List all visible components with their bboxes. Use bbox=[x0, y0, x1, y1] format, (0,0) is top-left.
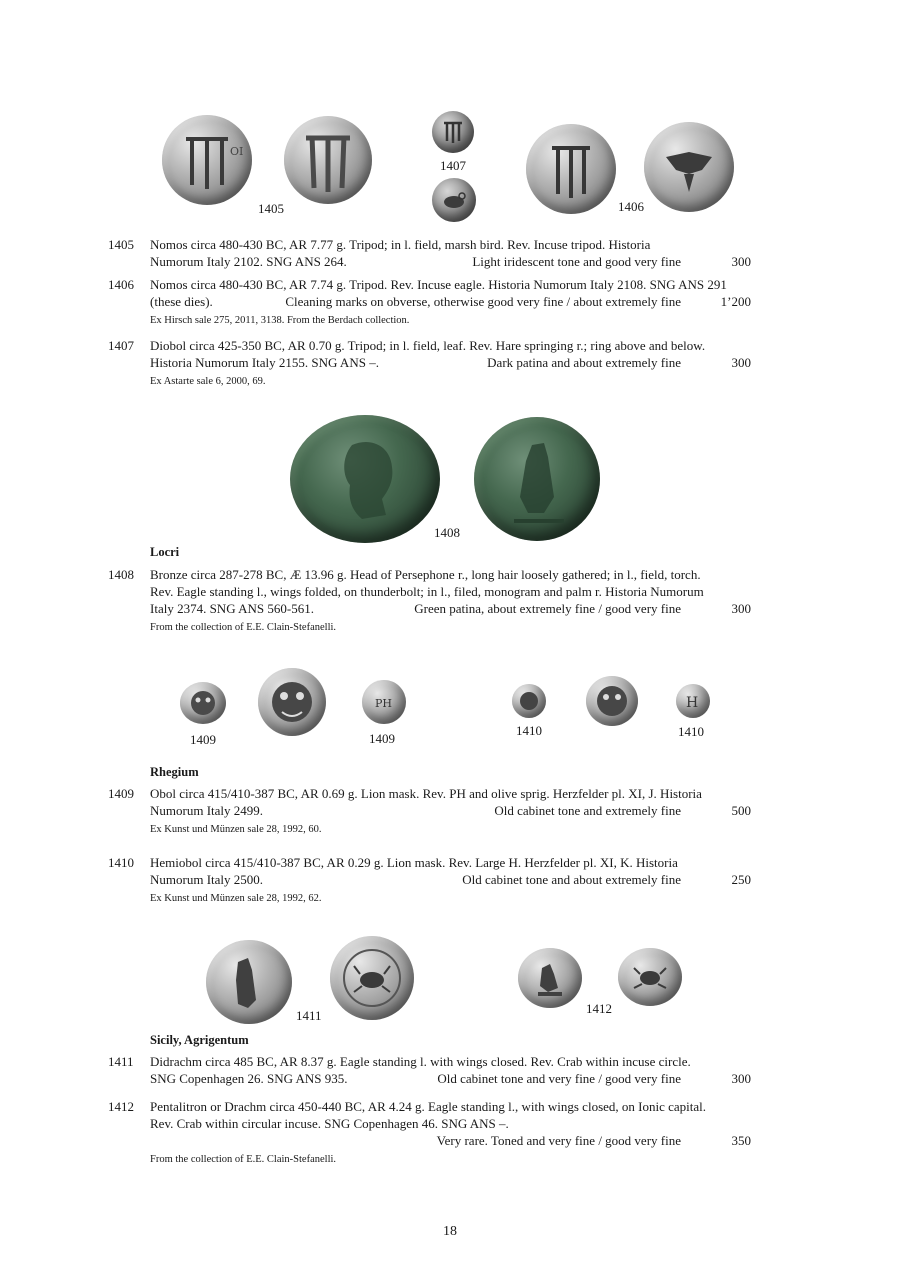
svg-text:H: H bbox=[686, 695, 699, 711]
section-heading-rhegium: Rhegium bbox=[150, 765, 199, 779]
lot-grade: Old cabinet tone and very fine / good very fine bbox=[437, 1071, 681, 1086]
lot-price: 300 bbox=[731, 601, 751, 616]
coin-1405-reverse bbox=[284, 116, 372, 204]
figure-number-1411: 1411 bbox=[296, 1008, 322, 1023]
lot-price: 300 bbox=[731, 355, 751, 370]
lot-description: (these dies). bbox=[150, 294, 213, 309]
lot-price: 300 bbox=[731, 254, 751, 269]
lot-price: 300 bbox=[731, 1071, 751, 1086]
coin-1406-reverse bbox=[644, 122, 734, 212]
lot-price: 350 bbox=[731, 1133, 751, 1148]
coin-1411-reverse bbox=[330, 936, 414, 1020]
figure-number-1410: 1410 bbox=[516, 723, 542, 738]
lot-description: Rev. Eagle standing l., wings folded, on thunderbolt; in l., filed, monogram and palm r. Historia Numorum bbox=[150, 584, 704, 599]
lot-number: 1405 bbox=[108, 237, 134, 252]
lot-grade: Light iridescent tone and good very fine bbox=[472, 254, 681, 269]
lot-provenance: Ex Kunst und Münzen sale 28, 1992, 60. bbox=[150, 824, 322, 835]
lot-number: 1407 bbox=[108, 338, 134, 353]
coin-1410-obverse bbox=[512, 684, 546, 718]
section-heading-locri: Locri bbox=[150, 545, 180, 559]
lot-description: Nomos circa 480-430 BC, AR 7.74 g. Tripod. Rev. Incuse eagle. Historia Numorum Italy 2108. SNG ANS 291 bbox=[150, 277, 727, 292]
lot-grade: Old cabinet tone and about extremely fine bbox=[462, 872, 681, 887]
lot-grade: Cleaning marks on obverse, otherwise good very fine / about extremely fine bbox=[285, 294, 681, 309]
lot-description: Italy 2374. SNG ANS 560-561. bbox=[150, 601, 314, 616]
coin-1411-obverse bbox=[206, 940, 292, 1024]
figure-number-1407: 1407 bbox=[440, 158, 466, 173]
lot-description: Numorum Italy 2499. bbox=[150, 803, 264, 818]
lot-provenance: From the collection of E.E. Clain-Stefanelli. bbox=[150, 1154, 337, 1165]
lot-description: Numorum Italy 2500. bbox=[150, 872, 264, 887]
coin-1409-obverse bbox=[180, 682, 226, 724]
lot-description: Rev. Crab within circular incuse. SNG Copenhagen 46. SNG ANS –. bbox=[150, 1116, 509, 1131]
coin-1412-reverse bbox=[618, 948, 682, 1006]
svg-text:PH: PH bbox=[375, 697, 392, 710]
lot-grade: Green patina, about extremely fine / good very fine bbox=[414, 601, 681, 616]
figure-number-1412: 1412 bbox=[586, 1001, 612, 1016]
figure-number-1410: 1410 bbox=[678, 724, 704, 739]
lot-description: Pentalitron or Drachm circa 450-440 BC, AR 4.24 g. Eagle standing l., with wings closed, on Ionic capital. bbox=[150, 1099, 707, 1114]
figure-number-1409: 1409 bbox=[190, 732, 216, 747]
coin-1405-obverse bbox=[162, 115, 252, 205]
coin-1408-reverse bbox=[474, 417, 600, 541]
lot-provenance: From the collection of E.E. Clain-Stefanelli. bbox=[150, 622, 337, 633]
lot-number: 1409 bbox=[108, 786, 134, 801]
lot-provenance: Ex Hirsch sale 275, 2011, 3138. From the Berdach collection. bbox=[150, 315, 410, 326]
figure-number-1408: 1408 bbox=[434, 525, 460, 540]
lot-description: Nomos circa 480-430 BC, AR 7.77 g. Tripod; in l. field, marsh bird. Rev. Incuse tripod. Historia bbox=[150, 237, 651, 252]
lot-number: 1410 bbox=[108, 855, 134, 870]
lot-provenance: Ex Kunst und Münzen sale 28, 1992, 62. bbox=[150, 893, 322, 904]
lot-description: Didrachm circa 485 BC, AR 8.37 g. Eagle standing l. with wings closed. Rev. Crab within incuse circle. bbox=[150, 1054, 691, 1069]
coin-1406-obverse bbox=[526, 124, 616, 214]
lot-price: 500 bbox=[731, 803, 751, 818]
lot-provenance: Ex Astarte sale 6, 2000, 69. bbox=[150, 376, 266, 387]
page-number: 18 bbox=[443, 1224, 457, 1239]
coin-1409-obverse-enlarged bbox=[258, 668, 326, 736]
lot-description: Obol circa 415/410-387 BC, AR 0.69 g. Lion mask. Rev. PH and olive sprig. Herzfelder pl. XI, J. Historia bbox=[150, 786, 702, 801]
lot-number: 1406 bbox=[108, 277, 134, 292]
lot-price: 250 bbox=[731, 872, 751, 887]
lot-description: Diobol circa 425-350 BC, AR 0.70 g. Tripod; in l. field, leaf. Rev. Hare springing r.; ring above and below. bbox=[150, 338, 706, 353]
figure-number-1405: 1405 bbox=[258, 201, 284, 216]
lot-grade: Old cabinet tone and extremely fine bbox=[494, 803, 681, 818]
lot-number: 1408 bbox=[108, 567, 134, 582]
lot-price: 1’200 bbox=[720, 294, 751, 309]
lot-number: 1411 bbox=[108, 1054, 134, 1069]
coin-1412-obverse bbox=[518, 948, 582, 1008]
lot-description: Hemiobol circa 415/410-387 BC, AR 0.29 g. Lion mask. Rev. Large H. Herzfelder pl. XI, K. Historia bbox=[150, 855, 678, 870]
lot-description: Bronze circa 287-278 BC, Æ 13.96 g. Head of Persephone r., long hair loosely gathered; in l., field, torch. bbox=[150, 567, 701, 582]
lot-description: SNG Copenhagen 26. SNG ANS 935. bbox=[150, 1071, 348, 1086]
lot-number: 1412 bbox=[108, 1099, 134, 1114]
svg-text:ΟΙ: ΟΙ bbox=[230, 145, 244, 158]
coin-1409-reverse bbox=[362, 680, 406, 724]
coin-1407-reverse bbox=[432, 178, 476, 222]
lot-description: Historia Numorum Italy 2155. SNG ANS –. bbox=[150, 355, 379, 370]
lot-grade: Very rare. Toned and very fine / good very fine bbox=[436, 1133, 681, 1148]
coin-1407-obverse bbox=[432, 111, 474, 153]
coin-1410-reverse bbox=[676, 684, 710, 718]
coin-1408-obverse bbox=[290, 415, 440, 543]
lot-description: Numorum Italy 2102. SNG ANS 264. bbox=[150, 254, 347, 269]
figure-number-1409: 1409 bbox=[369, 731, 395, 746]
lot-grade: Dark patina and about extremely fine bbox=[487, 355, 681, 370]
coin-1410-obverse-enlarged bbox=[586, 676, 638, 726]
figure-number-1406: 1406 bbox=[618, 199, 644, 214]
section-heading-agrigentum: Sicily, Agrigentum bbox=[150, 1033, 249, 1047]
